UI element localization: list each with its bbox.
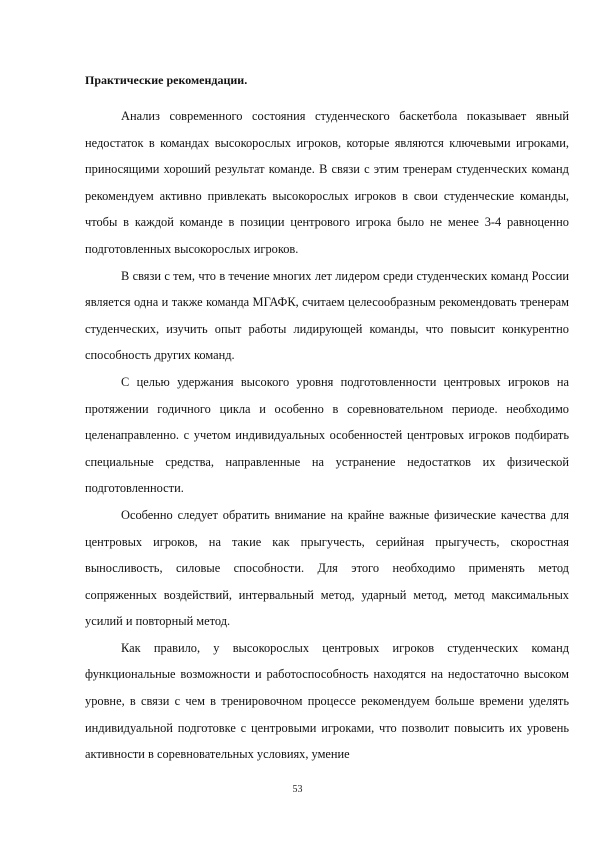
section-heading: Практические рекомендации.	[85, 73, 248, 87]
paragraph-1: Анализ современного состояния студенческого баскетбола показывает явный недостаток в командах высокорослых игроков, которые являются ключевыми игроками, приносящими хороший результат команде. В связи с этим тренерам студенческих команд рекомендуем активно привлекать высокорослых игроков в свои студенческие команды, чтобы в каждой команде в позиции центрового игрока было не менее 3-4 равноценно подготовленных высокорослых игроков.	[85, 109, 569, 256]
paragraph-5: Как правило, у высокорослых центровых игроков студенческих команд функциональные возможности и работоспособность находятся на недостаточно высоком уровне, в связи с чем в тренировочном процессе рекомендуем больше времени уделять индивидуальной подготовке с центровыми игроками, что позволит повысить их уровень активности в соревновательных условиях, умение	[85, 640, 569, 762]
paragraph-2: В связи с тем, что в течение многих лет лидером среди студенческих команд России является одна и также команда МГАФК, считаем целесообразным рекомендовать тренерам студенческих, изучить опыт работы лидирующей команды, что повысит конкурентно способность других команд.	[85, 268, 569, 363]
page-number: 53	[292, 784, 303, 795]
paragraph-4: Особенно следует обратить внимание на крайне важные физические качества для центровых игроков, на такие как прыгучесть, серийная прыгучесть, скоростная выносливость, силовые способности. Для этого необходимо применять метод сопряженных воздействий, интервальный метод, ударный метод, метод максимальных усилий и повторный метод.	[85, 507, 569, 629]
paragraph-3: С целью удержания высокого уровня подготовленности центровых игроков на протяжении годичного цикла и особенно в соревновательном периоде. необходимо целенаправленно. с учетом индивидуальных особенностей центровых игроков подбирать специальные средства, направленные на устранение недостатков их физической подготовленности.	[85, 374, 569, 496]
body-text	[85, 103, 569, 768]
